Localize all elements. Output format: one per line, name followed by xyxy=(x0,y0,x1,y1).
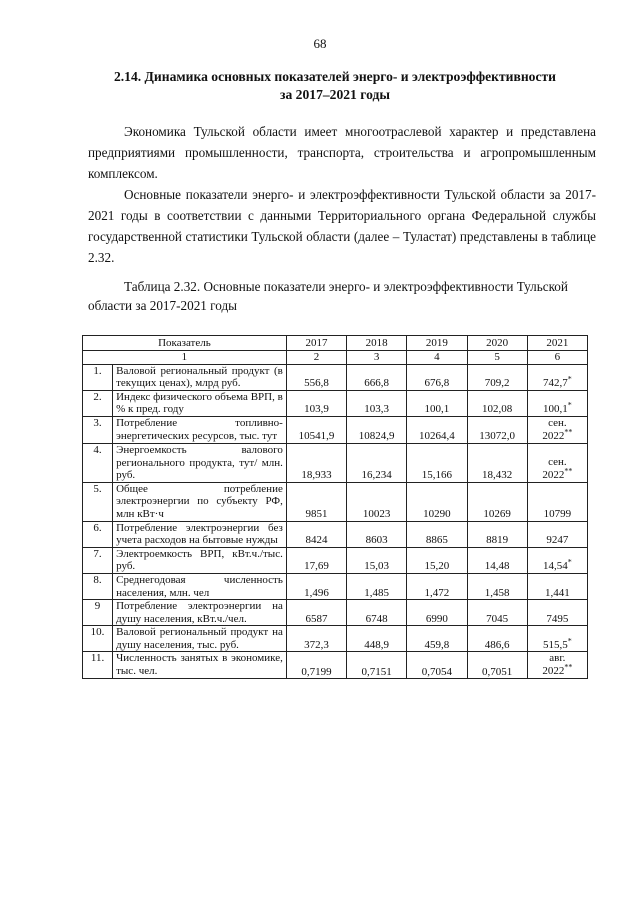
cell-2020: 18,432 xyxy=(467,443,527,482)
row-label: Потребление электроэнергии без учета расходов на бытовые нужды xyxy=(113,521,287,547)
cell-year-line xyxy=(531,466,584,482)
cell-year-line xyxy=(531,427,584,443)
cell-year: 2022 xyxy=(542,468,565,481)
table-row xyxy=(83,600,588,626)
footnote-mark: * xyxy=(567,557,572,567)
column-number: 6 xyxy=(527,351,587,365)
cell-2019: 0,7054 xyxy=(407,652,467,679)
cell-2019: 8865 xyxy=(407,521,467,547)
cell-2017: 10541,9 xyxy=(286,416,346,443)
cell-month: сен. xyxy=(548,416,567,429)
cell-2020: 1,458 xyxy=(467,573,527,599)
cell-2018: 1,485 xyxy=(347,573,407,599)
cell-2017: 8424 xyxy=(286,521,346,547)
cell-2018: 15,03 xyxy=(347,547,407,573)
section-heading-line-2: за 2017–2021 годы xyxy=(280,87,390,102)
cell-2018: 0,7151 xyxy=(347,652,407,679)
cell-2020: 0,7051 xyxy=(467,652,527,679)
cell-2018: 8603 xyxy=(347,521,407,547)
section-heading-line-1: 2.14. Динамика основных показателей энерго- и электроэффективности xyxy=(113,69,557,84)
cell-2018: 666,8 xyxy=(347,364,407,390)
cell-year-line xyxy=(531,662,584,678)
table-row xyxy=(83,573,588,599)
cell-2019: 459,8 xyxy=(407,626,467,652)
cell-2020: 486,6 xyxy=(467,626,527,652)
row-label: Индекс физического объема ВРП, в % к пред. году xyxy=(113,390,287,416)
header-indicator: Показатель xyxy=(83,336,287,351)
row-number: 2. xyxy=(83,390,113,416)
cell-2017: 6587 xyxy=(286,600,346,626)
table-row xyxy=(83,416,588,443)
cell-2017: 18,933 xyxy=(286,443,346,482)
cell-2020: 102,08 xyxy=(467,390,527,416)
table-row xyxy=(83,364,588,390)
cell-2017: 372,3 xyxy=(286,626,346,652)
row-label: Среднегодовая численность населения, млн. чел xyxy=(113,573,287,599)
cell-2019: 10290 xyxy=(407,482,467,521)
cell-2019: 10264,4 xyxy=(407,416,467,443)
footnote-mark: ** xyxy=(564,427,573,437)
column-number: 2 xyxy=(286,351,346,365)
cell-2018: 16,234 xyxy=(347,443,407,482)
table-row xyxy=(83,521,588,547)
cell-value: 14,54 xyxy=(542,560,568,573)
row-label: Валовой региональный продукт (в текущих ценах), млрд руб. xyxy=(113,364,287,390)
cell-2021: 9247 xyxy=(527,521,587,547)
cell-value: 742,7 xyxy=(542,377,568,390)
row-label: Общее потребление электроэнергии по субъекту РФ, млн кВт·ч xyxy=(113,482,287,521)
table-row xyxy=(83,626,588,652)
row-number: 10. xyxy=(83,626,113,652)
row-label: Потребление топливно-энергетических ресурсов, тыс. тут xyxy=(113,416,287,443)
cell-2017: 17,69 xyxy=(286,547,346,573)
section-heading xyxy=(70,68,600,104)
table-row xyxy=(83,390,588,416)
cell-2018: 103,3 xyxy=(347,390,407,416)
row-label: Энергоемкость валового регионального продукта, тут/ млн. руб. xyxy=(113,443,287,482)
table-row xyxy=(83,547,588,573)
cell-2020: 10269 xyxy=(467,482,527,521)
row-number: 9 xyxy=(83,600,113,626)
row-label: Численность занятых в экономике, тыс. чел. xyxy=(113,652,287,679)
cell-2019: 15,20 xyxy=(407,547,467,573)
cell-2018: 6748 xyxy=(347,600,407,626)
cell-2019: 1,472 xyxy=(407,573,467,599)
table-header-row xyxy=(83,336,588,351)
header-year: 2019 xyxy=(407,336,467,351)
column-number: 5 xyxy=(467,351,527,365)
table-row xyxy=(83,482,588,521)
footnote-mark: ** xyxy=(564,466,573,476)
cell-2019: 676,8 xyxy=(407,364,467,390)
row-number: 11. xyxy=(83,652,113,679)
cell-2021 xyxy=(527,443,587,482)
header-year: 2018 xyxy=(347,336,407,351)
column-number: 1 xyxy=(83,351,287,365)
cell-2021 xyxy=(527,652,587,679)
table-row xyxy=(83,652,588,679)
cell-2017: 9851 xyxy=(286,482,346,521)
cell-2020: 8819 xyxy=(467,521,527,547)
cell-2020: 14,48 xyxy=(467,547,527,573)
cell-2021: 1,441 xyxy=(527,573,587,599)
cell-value: 100,1 xyxy=(542,403,568,416)
cell-2021: 10799 xyxy=(527,482,587,521)
cell-2019: 15,166 xyxy=(407,443,467,482)
row-number: 8. xyxy=(83,573,113,599)
header-year: 2021 xyxy=(527,336,587,351)
row-number: 6. xyxy=(83,521,113,547)
cell-2021 xyxy=(527,416,587,443)
cell-2020: 709,2 xyxy=(467,364,527,390)
cell-2017: 556,8 xyxy=(286,364,346,390)
footnote-mark: * xyxy=(567,400,572,410)
row-label: Потребление электроэнергии на душу населения, кВт.ч./чел. xyxy=(113,600,287,626)
cell-2021 xyxy=(527,364,587,390)
cell-2020: 7045 xyxy=(467,600,527,626)
row-number: 1. xyxy=(83,364,113,390)
cell-2017: 103,9 xyxy=(286,390,346,416)
column-number: 4 xyxy=(407,351,467,365)
page-number: 68 xyxy=(313,36,327,51)
row-number: 5. xyxy=(83,482,113,521)
column-number-row xyxy=(83,351,588,365)
cell-2017: 0,7199 xyxy=(286,652,346,679)
cell-month: авг. xyxy=(549,652,566,665)
footnote-mark: * xyxy=(567,374,572,384)
cell-month: сен. xyxy=(548,455,567,468)
paragraph-economy: Экономика Тульской области имеет многоотраслевой характер и представлена предприятиями промышленности, транспорта, строительства и агропромышленным комплексом. xyxy=(88,124,596,181)
cell-2021 xyxy=(527,547,587,573)
cell-2018: 10023 xyxy=(347,482,407,521)
cell-2021 xyxy=(527,626,587,652)
cell-value: 515,5 xyxy=(542,638,568,651)
cell-2021 xyxy=(527,390,587,416)
cell-2020: 13072,0 xyxy=(467,416,527,443)
indicators-table xyxy=(82,335,588,679)
cell-2017: 1,496 xyxy=(286,573,346,599)
column-number: 3 xyxy=(347,351,407,365)
cell-year: 2022 xyxy=(542,429,565,442)
table-caption: Таблица 2.32. Основные показатели энерго- и электроэффективности Тульской области за 2017-2021 годы xyxy=(88,279,568,313)
cell-2021: 7495 xyxy=(527,600,587,626)
row-number: 3. xyxy=(83,416,113,443)
footnote-mark: * xyxy=(567,636,572,646)
cell-2019: 6990 xyxy=(407,600,467,626)
row-label: Валовой региональный продукт на душу населения, тыс. руб. xyxy=(113,626,287,652)
header-year: 2020 xyxy=(467,336,527,351)
cell-2018: 10824,9 xyxy=(347,416,407,443)
row-label: Электроемкость ВРП, кВт.ч./тыс. руб. xyxy=(113,547,287,573)
paragraph-indicators: Основные показатели энерго- и электроэффективности Тульской области за 2017-2021 годы в соответствии с данными Территориального органа Федеральной службы государственной статистики Тульской области (далее – Туластат) представлены в таблице 2.32. xyxy=(88,187,596,265)
cell-2018: 448,9 xyxy=(347,626,407,652)
row-number: 7. xyxy=(83,547,113,573)
cell-year: 2022 xyxy=(542,665,565,678)
table-row xyxy=(83,443,588,482)
footnote-mark: ** xyxy=(564,662,573,672)
cell-2019: 100,1 xyxy=(407,390,467,416)
row-number: 4. xyxy=(83,443,113,482)
header-year: 2017 xyxy=(286,336,346,351)
